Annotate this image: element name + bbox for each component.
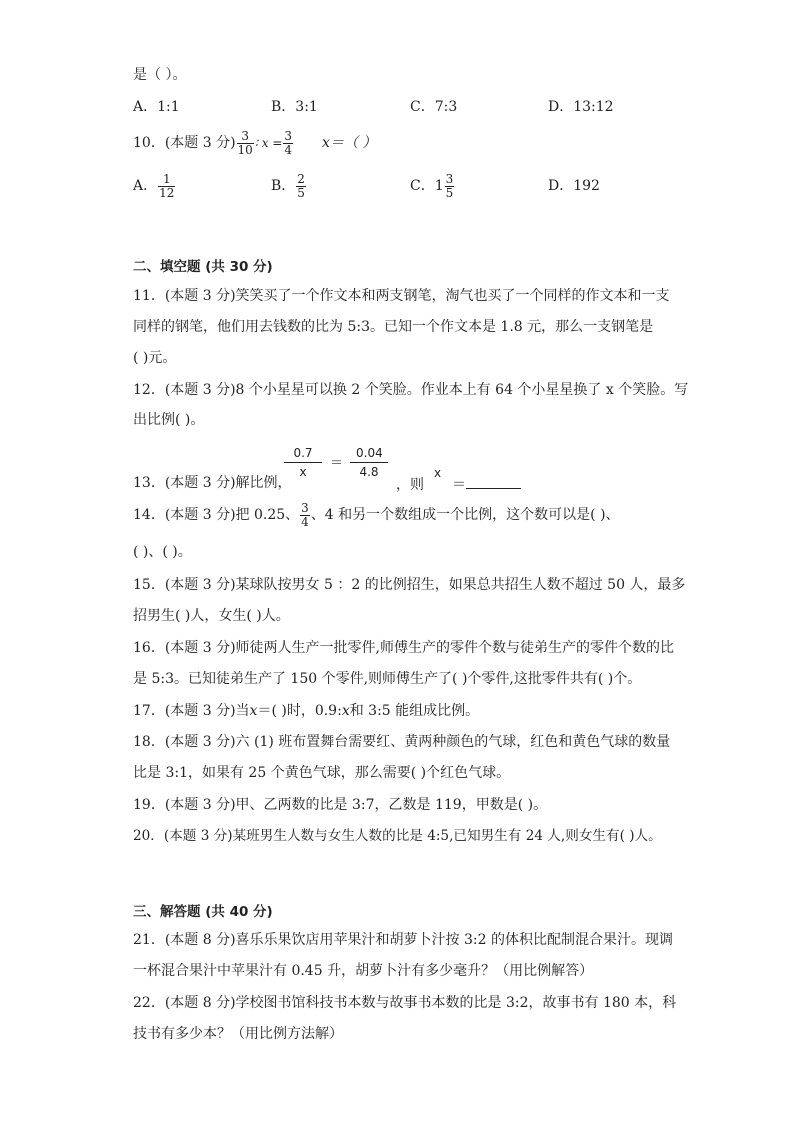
q10-option-d: D．192 — [548, 178, 600, 194]
q10-stem — [133, 126, 376, 160]
q10-fraction-1: $\frac{3}{10}$ — [237, 128, 253, 157]
q12-line-2: 出比例( )。 — [133, 412, 205, 428]
q20-line-1: 20．(本题 3 分)某班男生人数与女生人数的比是 4:5,已知男生有 24 人,则女生有( )人。 — [133, 828, 662, 844]
q14-line-1: 14．(本题 3 分)把 0.25、 $\frac{3}{4}$ 、4 和另一个数组成一个比例，这个数可以是( )、 — [133, 500, 620, 529]
q13-var: x — [434, 466, 442, 480]
q14-line-2: ( )、( )。 — [133, 544, 192, 560]
q9-option-d: D．13:12 — [548, 99, 614, 115]
section-3-title: 三、解答题 (共 40 分) — [133, 904, 273, 920]
q21-line-1: 21．(本题 8 分)喜乐乐果饮店用苹果汁和胡萝卜汁按 3:2 的体积比配制混合果汁。现调 — [133, 932, 673, 948]
q13-equals: ＝ — [330, 456, 344, 471]
q13-answer: ＝ — [452, 474, 521, 494]
q19-line-1: 19．(本题 3 分)甲、乙两数的比是 3:7，乙数是 119，甲数是( )。 — [133, 797, 548, 813]
q10-prefix: 10．(本题 3 分) — [133, 135, 236, 151]
q15-line-1: 15．(本题 3 分)某球队按男女 5 ：2 的比例招生，如果总共招生人数不超过 50 人，最多 — [133, 577, 686, 593]
q10-option-a: A． $\frac{1}{12}$ — [133, 171, 175, 200]
q12-line-1: 12．(本题 3 分)8 个小星星可以换 2 个笑脸。作业本上有 64 个小星星换了 x 个笑脸。写 — [133, 382, 689, 398]
q22-line-2: 技书有多少本？（用比例方法解） — [133, 1026, 343, 1042]
q18-line-1: 18．(本题 3 分)六 (1) 班布置舞台需要红、黄两种颜色的气球，红色和黄色气球的数量 — [133, 734, 671, 750]
q21-line-2: 一杯混合果汁中苹果汁有 0.45 升，胡萝卜汁有多少毫升？（用比例解答） — [133, 963, 594, 979]
q11-line-2: 同样的钢笔，他们用去钱数的比为 5:3。已知一个作文本是 1.8 元，那么一支钢笔是 — [133, 319, 654, 335]
q22-line-1: 22．(本题 8 分)学校图书馆科技书本数与故事书本数的比是 3:2，故事书有 180 本，科 — [133, 995, 677, 1011]
q16-line-1: 16．(本题 3 分)师徒两人生产一批零件,师傅生产的零件个数与徒弟生产的零件个数的比 — [133, 640, 674, 656]
q10-options — [133, 168, 693, 204]
q13-prefix: 13．(本题 3 分)解比例， — [133, 475, 292, 491]
q11-line-1: 11．(本题 3 分)笑笑买了一个作文本和两支钢笔，淘气也买了一个同样的作文本和一支 — [133, 288, 670, 304]
q10-colon-x: ∶ x = — [254, 136, 283, 150]
q9-options — [133, 98, 693, 128]
q9-option-b: B．3:1 — [271, 99, 318, 115]
q15-line-2: 招男生( )人，女生( )人。 — [133, 608, 290, 624]
section-2-title: 二、填空题 (共 30 分) — [133, 259, 273, 275]
q9-option-a: A．1:1 — [133, 99, 180, 115]
q9-option-c: C．7:3 — [410, 99, 458, 115]
q10-tail: x＝（ ） — [322, 135, 377, 151]
q14-fraction: $\frac{3}{4}$ — [301, 500, 309, 529]
q11-line-3: ( )元。 — [133, 350, 177, 366]
q10-fraction-2: $\frac{3}{4}$ — [284, 128, 293, 157]
q18-line-2: 比是 3:1，如果有 25 个黄色气球，那么需要( )个红色气球。 — [133, 765, 511, 781]
q16-line-2: 是 5:3。已知徒弟生产了 150 个零件,则师傅生产了( )个零件,这批零件共有( )个。 — [133, 671, 642, 687]
q13-fraction-2: $\frac{0.04}{4.8}$ — [350, 446, 388, 479]
q10-option-b: B． $\frac{2}{5}$ — [271, 171, 305, 200]
q13-then: ，则 — [396, 477, 424, 493]
q10-option-c: C．1 $\frac{3}{5}$ — [410, 171, 454, 200]
q13-fraction-1: $\frac{0.7}{x}$ — [284, 446, 322, 479]
q17-line-1: 17．(本题 3 分)当x＝( )时，0.9:x和 3:5 能组成比例。 — [133, 703, 480, 719]
q13-answer-blank — [466, 474, 521, 489]
q9-tail: 是（ ）。 — [133, 67, 187, 83]
